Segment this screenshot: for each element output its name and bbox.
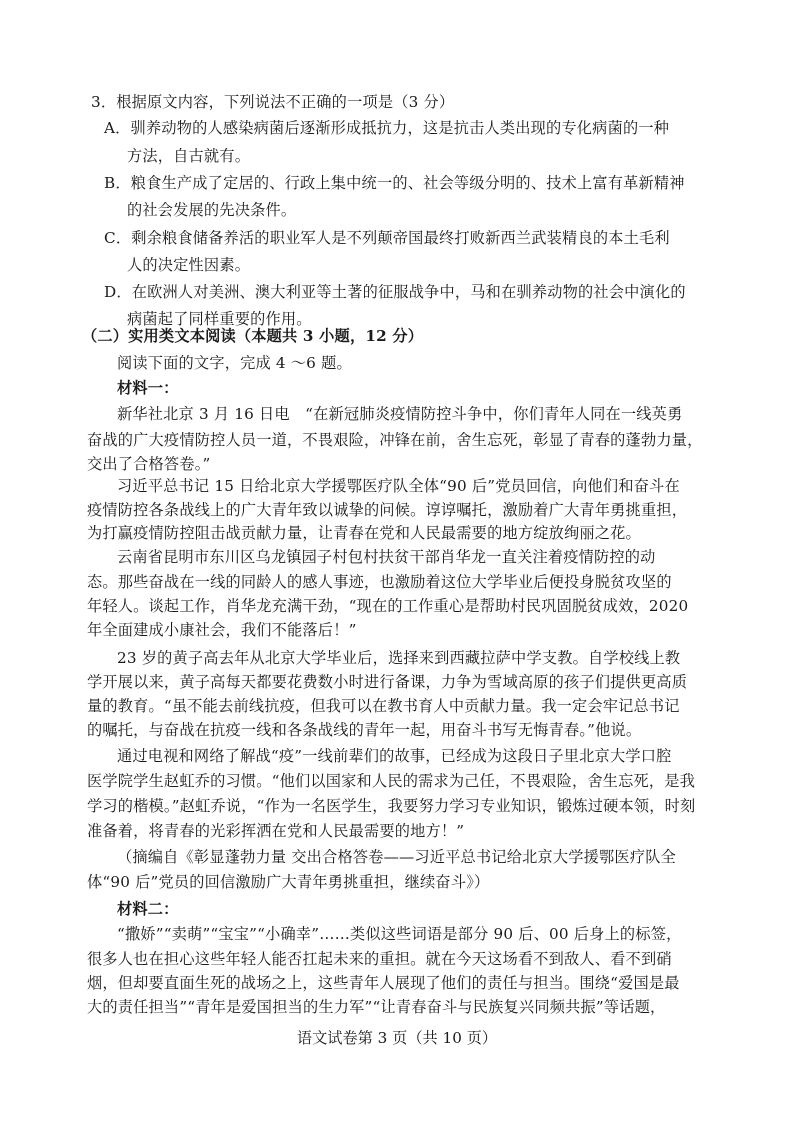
page-footer: 语文试卷第 3 页（共 10 页） xyxy=(296,1029,498,1047)
m1-line: 习近平总书记 15 日给北京大学援鄂医疗队全体“90 后”党员回信，向他们和奋斗在 xyxy=(117,477,680,495)
m1-line: 23 岁的黄子高去年从北京大学毕业后，选择来到西藏拉萨中学支教。自学校线上教 xyxy=(117,649,681,667)
m1-source: 体“90 后”党员的回信激励广大青年勇挑重担，继续奋斗》） xyxy=(87,873,490,891)
m1-line: 的嘱托，与奋战在抗疫一线和各条战线的青年一起，用奋斗书写无悔青春。”他说。 xyxy=(87,721,642,739)
m1-line: 疫情防控各条战线上的广大青年致以诚挚的问候。谆谆嘱托，激励着广大青年勇挑重担， xyxy=(87,501,688,519)
section-instruction: 阅读下面的文字，完成 4 ～6 题。 xyxy=(117,354,352,372)
m1-line: 奋战的广大疫情防控人员一道，不畏艰险，冲锋在前，舍生忘死，彰显了青春的蓬勃力量， xyxy=(87,431,703,449)
m1-line: 态。那些奋战在一线的同龄人的感人事迹，也激励着这位大学毕业后便投身脱贫攻坚的 xyxy=(87,573,672,591)
m1-line: 学开展以来，黄子高每天都要花费数小时进行备课，力争为雪域高原的孩子们提供更高质 xyxy=(87,673,688,691)
m1-line: 学习的楷模。”赵虹乔说，“作为一名医学生，我要努力学习专业知识，锻炼过硬本领，时刻 xyxy=(87,797,696,815)
q3-stem: 3．根据原文内容，下列说法不正确的一项是（3 分） xyxy=(91,93,455,111)
m1-line: 新华社北京 3 月 16 日电 “在新冠肺炎疫情防控斗争中，你们青年人同在一线英勇 xyxy=(117,405,683,423)
m1-line: 年全面建成小康社会，我们不能落后！” xyxy=(87,621,357,639)
m1-line: 云南省昆明市东川区乌龙镇园子村包村扶贫干部肖华龙一直关注着疫情防控的动 xyxy=(117,548,656,566)
m1-source: （摘编自《彰显蓬勃力量 交出合格答卷——习近平总书记给北京大学援鄂医疗队全 xyxy=(117,848,676,866)
q3-option-a-line1: A．驯养动物的人感染病菌后逐渐形成抵抗力，这是抗击人类出现的专化病菌的一种 xyxy=(104,119,670,137)
section-heading: （二）实用类文本阅读（本题共 3 小题，12 分） xyxy=(82,327,424,345)
q3-option-d-line2: 病菌起了同样重要的作用。 xyxy=(127,310,312,328)
q3-option-b-line2: 的社会发展的先决条件。 xyxy=(127,201,297,219)
m1-line: 年轻人。谈起工作，肖华龙充满干劲，“现在的工作重心是帮助村民巩固脱贫成效，2020 xyxy=(87,597,689,615)
material-2-label: 材料二： xyxy=(117,900,179,918)
m1-line: 为打赢疫情防控阻击战贡献力量，让青春在党和人民最需要的地方绽放绚丽之花。 xyxy=(87,524,641,542)
m2-line: 烟，但却要直面生死的战场之上，这些青年人展现了他们的责任与担当。围绕“爱国是最 xyxy=(87,974,680,992)
q3-option-c-line2: 人的决定性因素。 xyxy=(127,256,251,274)
m1-line: 量的教育。“虽不能去前线抗疫，但我可以在教书育人中贡献力量。我一定会牢记总书记 xyxy=(87,697,680,715)
q3-option-b-line1: B．粮食生产成了定居的、行政上集中统一的、社会等级分明的、技术上富有革新精神 xyxy=(104,174,685,192)
m2-line: 很多人也在担心这些年轻人能否扛起未来的重担。就在今天这场看不到敌人、看不到硝 xyxy=(87,950,672,968)
m1-line: 交出了合格答卷。” xyxy=(87,455,211,473)
q3-option-a-line2: 方法，自古就有。 xyxy=(127,147,251,165)
material-1-label: 材料一： xyxy=(117,379,179,397)
m2-line: 大的责任担当”“青年是爱国担当的生力军”“让青春奋斗与民族复兴同频共振”等话题， xyxy=(87,998,666,1016)
m2-line: “撒娇”“卖萌”“宝宝”“小确幸”……类似这些词语是部分 90 后、00 后身上的标签， xyxy=(117,925,682,943)
q3-option-c-line1: C．剩余粮食储备养活的职业军人是不列颠帝国最终打败新西兰武装精良的本土毛利 xyxy=(104,229,670,247)
m1-line: 医学院学生赵虹乔的习惯。“他们以国家和人民的需求为己任，不畏艰险，舍生忘死，是我 xyxy=(87,772,696,790)
m1-line: 通过电视和网络了解战“疫”一线前辈们的故事，已经成为这段日子里北京大学口腔 xyxy=(117,747,672,765)
q3-option-d-line1: D．在欧洲人对美洲、澳大利亚等土著的征服战争中，马和在驯养动物的社会中演化的 xyxy=(104,283,686,301)
m1-line: 准备着，将青春的光彩挥洒在党和人民最需要的地方！” xyxy=(87,822,465,840)
